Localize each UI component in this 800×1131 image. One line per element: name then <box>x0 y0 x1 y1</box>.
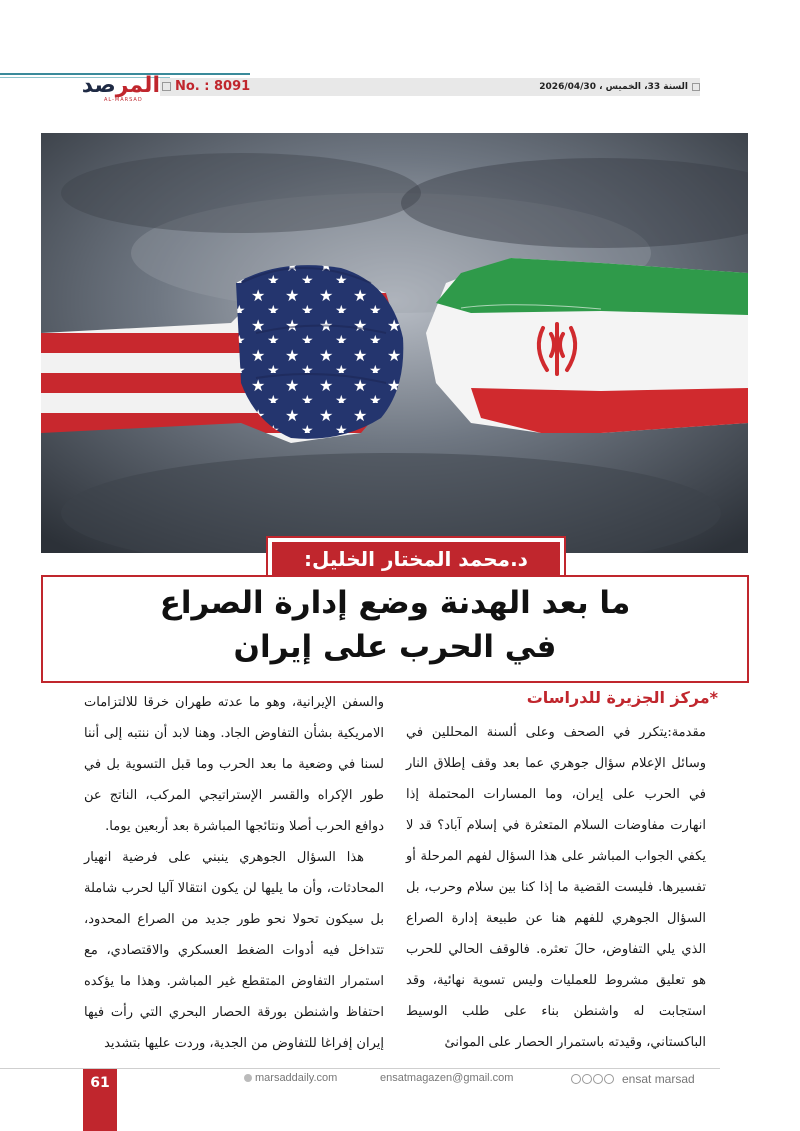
article-title-box <box>41 575 749 683</box>
logo-latin: AL-MARSAD <box>104 97 143 103</box>
publisher-name: ensat marsad <box>622 1072 695 1086</box>
article-column-right <box>406 717 706 1058</box>
fists-usa-iran-flags-icon <box>41 133 748 553</box>
website-link[interactable]: marsaddaily.com <box>244 1072 337 1084</box>
publication-logo[interactable] <box>82 74 160 104</box>
globe-icon <box>244 1074 252 1082</box>
square-bullet-icon <box>162 82 171 91</box>
article-title-line-2: في الحرب على إيران <box>233 629 557 665</box>
email-link[interactable]: ensatmagazen@gmail.com <box>380 1072 514 1084</box>
instagram-icon[interactable] <box>593 1074 603 1084</box>
youtube-icon[interactable] <box>604 1074 614 1084</box>
twitter-icon[interactable] <box>582 1074 592 1084</box>
article-title-line-1: ما بعد الهدنة وضع إدارة الصراع <box>159 585 631 621</box>
paragraph: والسفن الإيرانية، وهو ما عدته طهران خرقا للالتزامات الامريكية بشأن التفاوض الجاد. وهنا لابد أن ننتبه إلى أننا لسنا في وضعية ما بعد الحرب وما قبل التسوية بل في طور الإكراه والقسر الإستراتيجي المركب، الناتج عن دوافع الحرب أصلا ونتائجها المباشرة بعد أربعين يوما. <box>84 695 384 834</box>
author-name: د.محمد المختار الخليل: <box>272 542 560 578</box>
paragraph: مقدمة:يتكرر في الصحف وعلى ألسنة المحللين في وسائل الإعلام سؤال جوهري عما بعد وقف إطلاق النار في الحرب على إيران، وما المسارات المحتملة إذا انهارت مفاوضات السلام المتعثرة في إسلام آباد؟ قد لا يكفي الجواب المباشر على هذا السؤال لفهم المرحلة أو تفسيرها. فليست القضية ما إذا كنا بين سلام وحرب، بل السؤال الجوهري للفهم هنا عن طبيعة إدارة الصراع الذي يلي التفاوض، حالَ تعثره. فالوقف الحالي للحرب هو تعليق مشروط للعمليات وليس تسوية نهائية، وقد استجابت له واشنطن بناء على طلب الوسيط الباكستاني، وقيدته باستمرار الحصار على الموانئ <box>406 725 706 1050</box>
issue-date: السنة 33، الخميس ، 2026/04/30 <box>539 78 700 96</box>
issue-number: No. : 8091 <box>162 78 250 96</box>
page-number: 61 <box>90 1075 110 1091</box>
author-tab <box>266 536 566 578</box>
square-bullet-icon <box>692 83 700 91</box>
article-photo <box>41 133 748 553</box>
article-column-left <box>84 687 384 1059</box>
facebook-icon[interactable] <box>571 1074 581 1084</box>
logo-arabic: المرصد <box>81 73 160 98</box>
source-label: *مركز الجزيرة للدراسات <box>526 688 718 707</box>
paragraph: هذا السؤال الجوهري ينبني على فرضية انهيار المحادثات، وأن ما يليها لن يكون انتقالا آليا لحرب شاملة بل سيكون تحولا نحو طور جديد من الصراع المحدود، تتداخل فيه أدوات الضغط العسكري والاقتصادي، مع استمرار التفاوض المتقطع غير المباشر. وهذا ما يؤكده احتفاظ واشنطن بورقة الحصار البحري التي رأت فيها إيران إفراغا للتفاوض من الجدية، وردت عليها بتشديد <box>84 850 384 1051</box>
social-icons[interactable] <box>571 1074 615 1087</box>
